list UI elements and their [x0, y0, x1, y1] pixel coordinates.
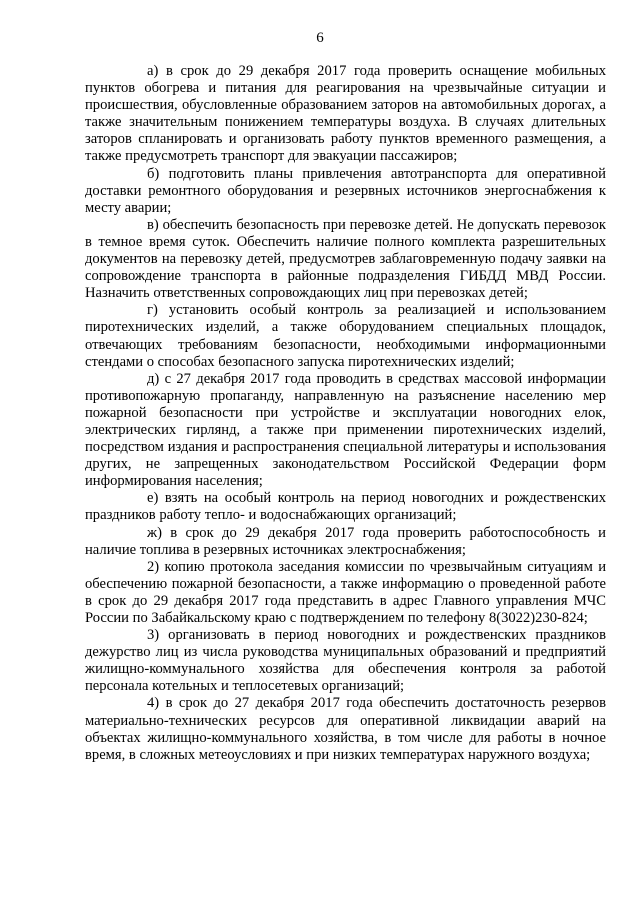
- document-body: [85, 63, 606, 764]
- page-number: 6: [316, 30, 324, 46]
- paragraph-e: е) взять на особый контроль на период новогодних и рождественских праздников работу тепло- и водоснабжающих организаций;: [85, 490, 606, 524]
- paragraph-4: 4) в срок до 27 декабря 2017 года обеспечить достаточность резервов материально-технических ресурсов для оперативной ликвидации аварий на объектах жилищно-коммунального хозяйства, в том числе для работы в ночное время, в сложных метеоусловиях и при низких температурах наружного воздуха;: [85, 695, 606, 763]
- paragraph-a: а) в срок до 29 декабря 2017 года проверить оснащение мобильных пунктов обогрева и питания для реагирования на чрезвычайные ситуации и происшествия, обусловленные образованием заторов на автомобильных дорогах, а также значительным понижением температуры воздуха. В случаях длительных заторов спланировать и организовать работу пунктов временного размещения, а также предусмотреть транспорт для эвакуации пассажиров;: [85, 63, 606, 165]
- paragraph-d: д) с 27 декабря 2017 года проводить в средствах массовой информации противопожарную пропаганду, направленную на разъяснение населению мер пожарной безопасности при устройстве и эксплуатации новогодних елок, электрических гирлянд, а также при применении пиротехнических изделий, посредством издания и распространения специальной литературы и использования других, не запрещенных законодательством Российской Федерации форм информирования населения;: [85, 370, 606, 490]
- paragraph-g: г) установить особый контроль за реализацией и использованием пиротехнических изделий, а также оборудованием специальных площадок, отвечающих требованиям безопасности, необходимыми информационными стендами о способах безопасного запуска пиротехнических изделий;: [85, 302, 606, 370]
- paragraph-2: 2) копию протокола заседания комиссии по чрезвычайным ситуациям и обеспечению пожарной безопасности, а также информацию о проведенной работе в срок до 29 декабря 2017 года представить в адрес Главного управления МЧС России по Забайкальскому краю с подтверждением по телефону 8(3022)230-824;: [85, 558, 606, 626]
- paragraph-3: 3) организовать в период новогодних и рождественских праздников дежурство лиц из числа руководства муниципальных образований и предприятий жилищно-коммунального хозяйства для обеспечения контроля за работой персонала котельных и теплосетевых организаций;: [85, 627, 606, 695]
- paragraph-v: в) обеспечить безопасность при перевозке детей. Не допускать перевозок в темное время суток. Обеспечить наличие полного комплекта разрешительных документов на перевозку детей, предусмотрев заблаговременную подачу заявки на сопровождение транспорта в районные подразделения ГИБДД МВД России. Назначить ответственных сопровождающих лиц при перевозках детей;: [85, 216, 606, 302]
- paragraph-b: б) подготовить планы привлечения автотранспорта для оперативной доставки ремонтного оборудования и резервных источников энергоснабжения к месту аварии;: [85, 165, 606, 216]
- paragraph-zh: ж) в срок до 29 декабря 2017 года проверить работоспособность и наличие топлива в резервных источниках электроснабжения;: [85, 524, 606, 558]
